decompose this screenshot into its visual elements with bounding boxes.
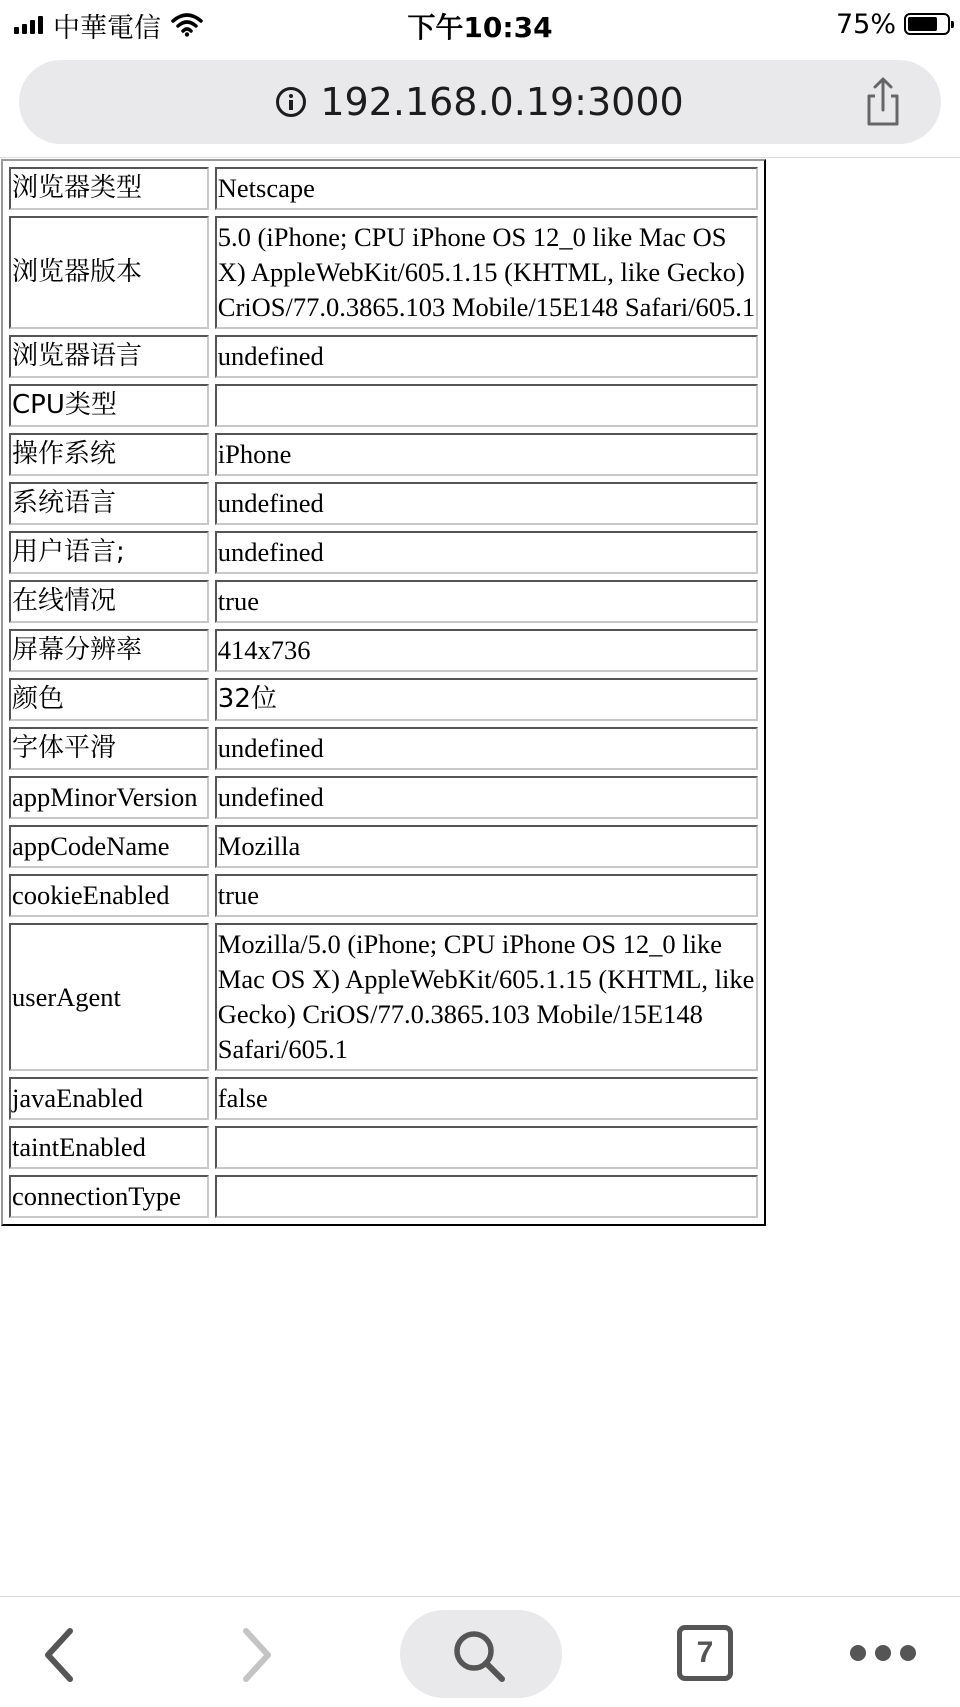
table-cell-key: 浏览器类型 [9,167,209,210]
table-row [9,825,758,868]
battery-icon [904,13,950,35]
table-cell-value: undefined [215,531,758,574]
battery-percent: 75% [835,8,896,40]
table-cell-value: 5.0 (iPhone; CPU iPhone OS 12_0 like Mac OS X) AppleWebKit/605.1.15 (KHTML, like Gecko) CriOS/77.0.3865.103 Mobile/15E148 Safari/605.1 [215,216,758,329]
table-cell-value: undefined [215,335,758,378]
table-row [9,678,758,721]
table-cell-value: true [215,580,758,623]
table-row [9,1126,758,1169]
table-cell-value: Mozilla [215,825,758,868]
table-cell-value: 32位 [215,678,758,721]
table-cell-key: CPU类型 [9,384,209,427]
table-row [9,776,758,819]
table-row [9,580,758,623]
url-text[interactable]: 192.168.0.19:3000 [320,80,684,124]
browser-info-table-body [9,167,758,1218]
carrier-name: 中華電信 [53,12,161,44]
status-time: 下午10:34 [407,11,553,44]
tab-count[interactable]: 7 [696,1636,714,1669]
table-cell-key: 用户语言; [9,531,209,574]
table-cell-key: appMinorVersion [9,776,209,819]
table-cell-key: 浏览器版本 [9,216,209,329]
table-cell-key: 字体平滑 [9,727,209,770]
table-cell-key: connectionType [9,1175,209,1218]
table-row [9,923,758,1071]
table-row [9,482,758,525]
battery-cap [951,21,954,28]
info-icon[interactable] [276,87,306,117]
bottom-toolbar [0,1596,960,1707]
table-cell-value: 414x736 [215,629,758,672]
chevron-right-icon[interactable] [230,1625,278,1685]
table-cell-value [215,1126,758,1169]
table-cell-key: 操作系统 [9,433,209,476]
table-row [9,384,758,427]
share-icon[interactable] [855,74,911,130]
more-dots-icon[interactable] [850,1643,916,1663]
chevron-left-icon[interactable] [38,1625,86,1685]
status-bar [0,0,960,50]
table-cell-key: 在线情况 [9,580,209,623]
table-cell-key: 颜色 [9,678,209,721]
table-row [9,216,758,329]
table-cell-value: Netscape [215,167,758,210]
table-cell-value [215,1175,758,1218]
table-cell-key: 浏览器语言 [9,335,209,378]
search-button[interactable] [400,1610,562,1698]
table-cell-key: 屏幕分辨率 [9,629,209,672]
table-row [9,167,758,210]
table-row [9,335,758,378]
table-cell-key: 系统语言 [9,482,209,525]
table-cell-value: false [215,1077,758,1120]
table-row [9,1077,758,1120]
table-cell-key: javaEnabled [9,1077,209,1120]
table-row [9,1175,758,1218]
table-cell-value: true [215,874,758,917]
web-content [0,158,960,1226]
table-row [9,874,758,917]
table-row [9,727,758,770]
battery-fill [908,17,937,31]
table-cell-value: undefined [215,482,758,525]
search-icon[interactable] [450,1627,510,1683]
url-bar[interactable] [19,60,941,144]
table-cell-key: cookieEnabled [9,874,209,917]
table-cell-key: appCodeName [9,825,209,868]
table-row [9,629,758,672]
tabs-button[interactable] [677,1625,733,1681]
table-cell-value: iPhone [215,433,758,476]
browser-info-table [1,159,766,1226]
table-cell-key: userAgent [9,923,209,1071]
table-row [9,531,758,574]
table-cell-value: Mozilla/5.0 (iPhone; CPU iPhone OS 12_0 like Mac OS X) AppleWebKit/605.1.15 (KHTML, like Gecko) CriOS/77.0.3865.103 Mobile/15E148 Safari/605.1 [215,923,758,1071]
table-cell-value [215,384,758,427]
table-cell-value: undefined [215,776,758,819]
status-right [836,8,950,40]
table-row [9,433,758,476]
table-cell-value: undefined [215,727,758,770]
url-content[interactable] [19,60,941,144]
table-cell-key: taintEnabled [9,1126,209,1169]
